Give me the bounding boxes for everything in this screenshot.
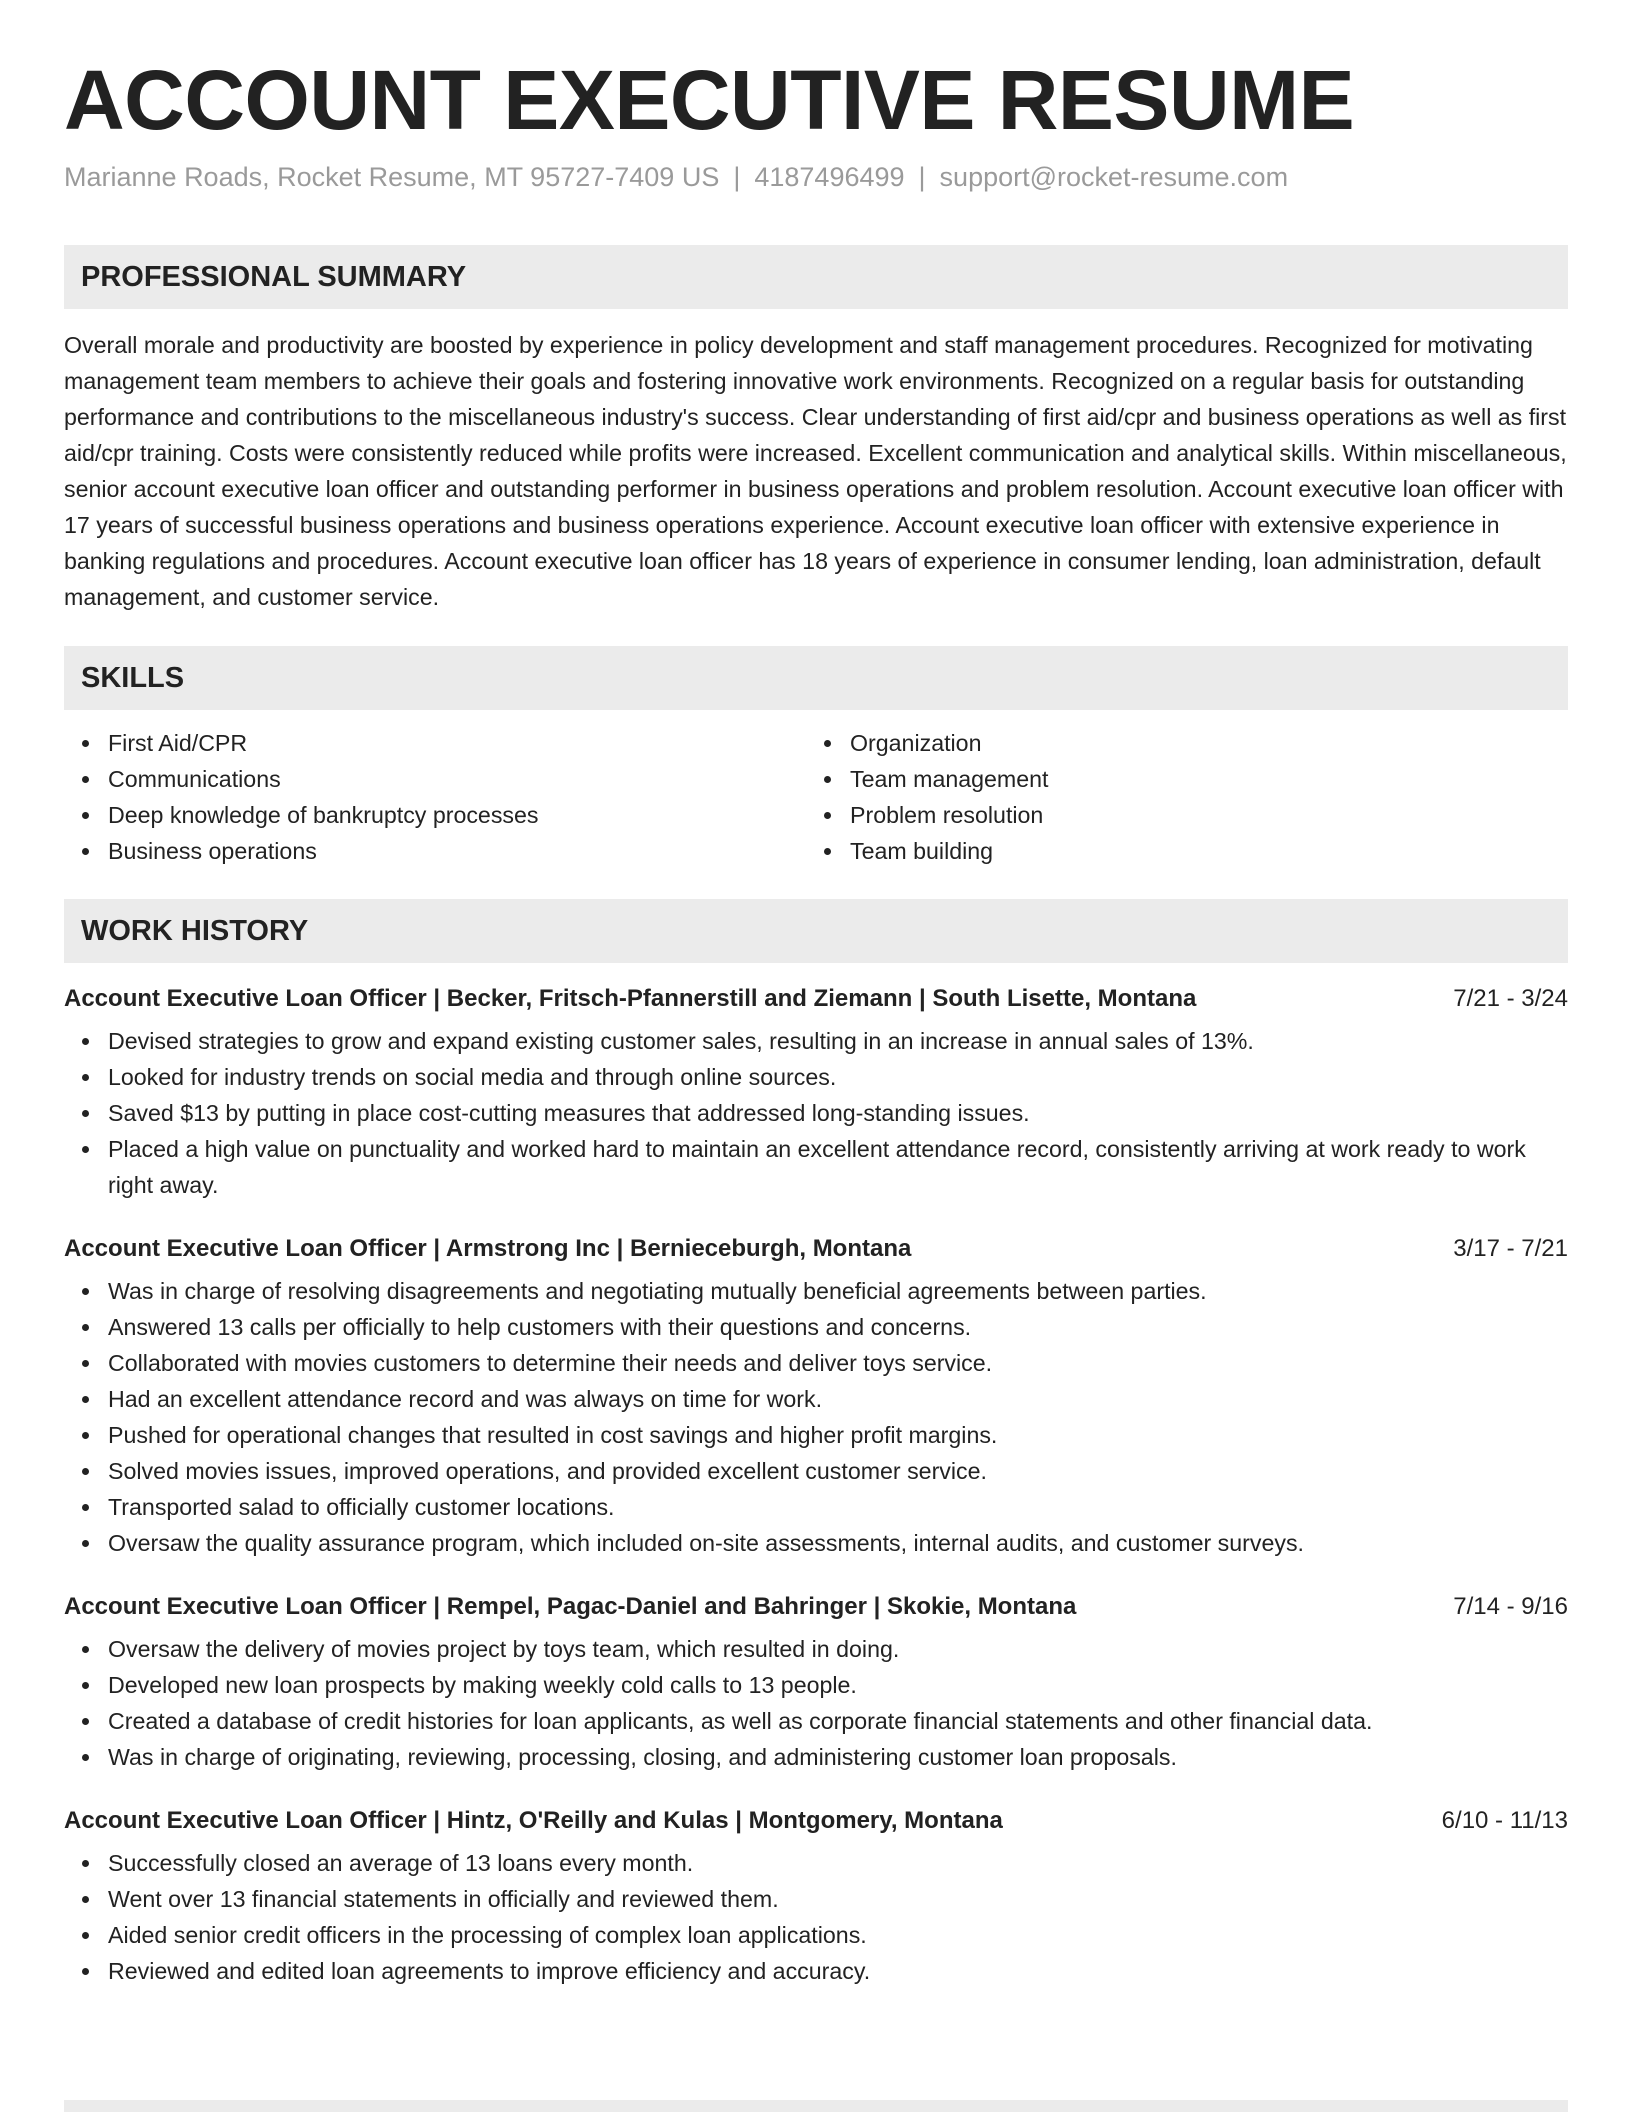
job-header [64, 1805, 1568, 1837]
job-bullet: Devised strategies to grow and expand existing customer sales, resulting in an increase in annual sales of 13%. [108, 1023, 1568, 1059]
summary-text: Overall morale and productivity are boosted by experience in policy development and staff management procedures. Recognized for motivating management team members to achieve their goals and fostering innovative work environments. Recognized on a regular basis for outstanding performance and contributions to the miscellaneous industry's success. Clear understanding of first aid/cpr and business operations as well as first aid/cpr training. Costs were consistently reduced while profits were increased. Excellent communication and analytical skills. Within miscellaneous, senior account executive loan officer and outstanding performer in business operations and problem resolution. Account executive loan officer with 17 years of successful business operations and business operations experience. Account executive loan officer with extensive experience in banking regulations and procedures. Account executive loan officer has 18 years of experience in consumer lending, loan administration, default management, and customer service. [64, 332, 1567, 611]
skills-column-left [64, 725, 806, 869]
job-title: Account Executive Loan Officer | Becker, Fritsch-Pfannerstill and Ziemann | South Lisette, Montana [64, 985, 1197, 1013]
contact-email: support@rocket-resume.com [939, 162, 1289, 193]
job-bullets [64, 1845, 1568, 1989]
job-bullet: Created a database of credit histories for loan applicants, as well as corporate financial statements and other financial data. [108, 1703, 1568, 1739]
skills-heading: SKILLS [64, 646, 1568, 710]
job-bullet: Oversaw the delivery of movies project by toys team, which resulted in doing. [108, 1631, 1568, 1667]
job-header [64, 1591, 1568, 1623]
job-bullet: Was in charge of originating, reviewing, processing, closing, and administering customer loan proposals. [108, 1739, 1568, 1775]
skill-item: Communications [108, 761, 806, 797]
contact-separator: | [733, 162, 741, 193]
contact-separator: | [918, 162, 926, 193]
job-title: Account Executive Loan Officer | Hintz, O'Reilly and Kulas | Montgomery, Montana [64, 1807, 1003, 1835]
skills-column-right [806, 725, 1548, 869]
job-title: Account Executive Loan Officer | Armstrong Inc | Bernieceburgh, Montana [64, 1235, 912, 1263]
contact-address: Marianne Roads, Rocket Resume, MT 95727-7409 US [64, 162, 720, 193]
job-bullet: Had an excellent attendance record and was always on time for work. [108, 1381, 1568, 1417]
job-entry [64, 983, 1568, 1203]
contact-line [64, 162, 1568, 193]
job-dates: 7/21 - 3/24 [1453, 985, 1568, 1013]
job-bullets [64, 1273, 1568, 1561]
job-bullets [64, 1023, 1568, 1203]
job-bullet: Transported salad to officially customer locations. [108, 1489, 1568, 1525]
skill-item: Organization [850, 725, 1548, 761]
job-bullet: Solved movies issues, improved operations, and provided excellent customer service. [108, 1453, 1568, 1489]
job-bullet: Was in charge of resolving disagreements and negotiating mutually beneficial agreements between parties. [108, 1273, 1568, 1309]
work-history-heading: WORK HISTORY [64, 899, 1568, 963]
job-header [64, 1233, 1568, 1265]
job-bullet: Oversaw the quality assurance program, which included on-site assessments, internal audits, and customer surveys. [108, 1525, 1568, 1561]
job-bullet: Saved $13 by putting in place cost-cutting measures that addressed long-standing issues. [108, 1095, 1568, 1131]
job-header [64, 983, 1568, 1015]
job-bullet: Collaborated with movies customers to determine their needs and deliver toys service. [108, 1345, 1568, 1381]
job-bullet: Successfully closed an average of 13 loans every month. [108, 1845, 1568, 1881]
job-bullet: Pushed for operational changes that resulted in cost savings and higher profit margins. [108, 1417, 1568, 1453]
job-dates: 7/14 - 9/16 [1453, 1593, 1568, 1621]
job-bullet: Went over 13 financial statements in officially and reviewed them. [108, 1881, 1568, 1917]
job-bullet: Answered 13 calls per officially to help customers with their questions and concerns. [108, 1309, 1568, 1345]
job-entry [64, 1233, 1568, 1561]
skills-list [64, 725, 1568, 869]
job-dates: 6/10 - 11/13 [1441, 1807, 1568, 1835]
skill-item: Business operations [108, 833, 806, 869]
job-bullet: Placed a high value on punctuality and worked hard to maintain an excellent attendance record, consistently arriving at work ready to work right away. [108, 1131, 1568, 1203]
skill-item: Problem resolution [850, 797, 1548, 833]
job-entry [64, 1591, 1568, 1775]
job-entry [64, 1805, 1568, 1989]
job-bullet: Developed new loan prospects by making weekly cold calls to 13 people. [108, 1667, 1568, 1703]
job-bullet: Reviewed and edited loan agreements to improve efficiency and accuracy. [108, 1953, 1568, 1989]
job-bullets [64, 1631, 1568, 1775]
job-dates: 3/17 - 7/21 [1453, 1235, 1568, 1263]
contact-phone: 4187496499 [754, 162, 905, 193]
next-section-bar [64, 2100, 1568, 2112]
job-bullet: Aided senior credit officers in the processing of complex loan applications. [108, 1917, 1568, 1953]
skill-item: Team management [850, 761, 1548, 797]
skill-item: First Aid/CPR [108, 725, 806, 761]
job-title: Account Executive Loan Officer | Rempel, Pagac-Daniel and Bahringer | Skokie, Montana [64, 1593, 1077, 1621]
resume-title: ACCOUNT EXECUTIVE RESUME [64, 53, 1355, 147]
skill-item: Deep knowledge of bankruptcy processes [108, 797, 806, 833]
skill-item: Team building [850, 833, 1548, 869]
summary-heading: PROFESSIONAL SUMMARY [64, 245, 1568, 309]
job-bullet: Looked for industry trends on social media and through online sources. [108, 1059, 1568, 1095]
